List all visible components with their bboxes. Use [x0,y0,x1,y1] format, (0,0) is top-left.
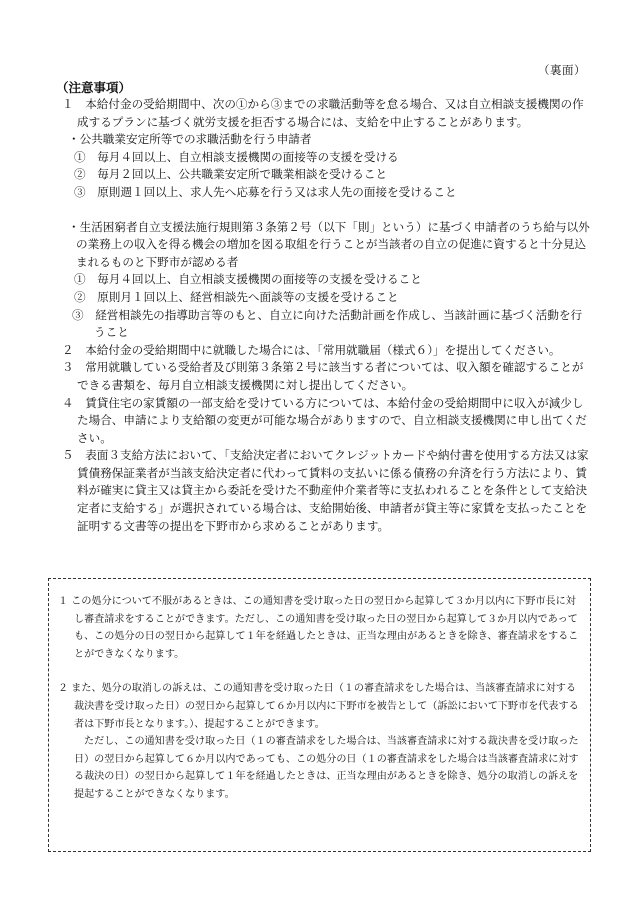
note-item-1: １ 本給付金の受給期間中、次の①から③までの求職活動等を怠る場合、又は自立相談支援機関の作成するプランに基づく就労支援を拒否する場合には、支給を中止することがあります。 [62,97,584,129]
note-item-5: ５ 表面３支給方法において、「支給決定者においてクレジットカードや納付書を使用する方法又は家賃債務保証業者が当該支給決定者に代わって賃料の支払いに係る債務の弁済を行う方法により、賃料が確実に貸主又は貸主から委託を受けた不動産仲介業者等に支払われることを条件として支給決定者に支給する」が選択されている場合は、支給開始後、申請者が貸主等に家賃を支払ったことを証明する文書等の提出を下野市から求めることがあります。 [62,448,589,533]
note-item-2: ２ 本給付金の受給期間中に就職した場合には、「常用就職届（様式６）」を提出してください。 [62,342,561,357]
note-item-1-category-a: ・公共職業安定所等での求職活動を行う申請者 [68,132,312,147]
spacer [58,663,582,680]
appeal-notice-2-proviso: ただし、この通知書を受け取った日（１の審査請求をした場合は、当該審査請求に対する裁決書を受け取った日）の翌日から起算して６か月以内であっても、この処分の日（１の審査請求をした場合は当該審査請求に対する裁決の日）の翌日から起算して１年を経過したときは、正当な理由があるときを除き、処分の取消しの訴えを提起することができなくなります。 [74,736,579,800]
appeal-notice-1: １ この処分について不服があるときは、この通知書を受け取った日の翌日から起算して３か月以内に下野市長に対し審査請求をすることができます。ただし、この通知書を受け取った日の翌日から起算して３か月以内であっても、この処分の日の翌日から起算して１年を経過したときは、正当な理由があるときを除き、審査請求をすることができなくなります。 [58,596,579,660]
note-item-1-b3: ③ 経営相談先の指導助言等のもと、自立に向けた活動計画を作成し、当該計画に基づく活動を行うこと [72,307,583,340]
note-item-1-a3: ③ 原則週１回以上、求人先へ応募を行う又は求人先の面接を受けること [74,184,457,199]
reverse-side-label: （裏面） [538,63,586,77]
note-item-1-b1: ① 毎月４回以上、自立相談支援機関の面接等の支援を受けること [74,272,422,287]
appeal-notice-box [48,578,591,852]
appeal-notice-2: ２ また、処分の取消しの訴えは、この通知書を受け取った日（１の審査請求をした場合は、当該審査請求に対する裁決書を受け取った日）の翌日から起算して６か月以内に下野市を被告として（訴訟において下野市を代表する者は下野市長となります。）、提起することができます。 [58,683,579,730]
note-item-1-category-b: ・生活困窮者自立支援法施行規則第３条第２号（以下「則」という）に基づく申請者のうち給与以外の業務上の収入を得る機会の増加を図る取組を行うことが当該者の自立の促進に資すると十分見込まれるものと下野市が認める者 [68,219,590,269]
notes-heading: （注意事項） [56,80,132,95]
spacer [62,202,590,219]
note-item-4: ４ 賃貸住宅の家賃額の一部支給を受けている方については、本給付金の受給期間中に収入が減少した場合、申請により支給額の変更が可能な場合がありますので、自立相談支援機関に申し出てください。 [62,395,587,445]
note-item-1-a2: ② 毎月２回以上、公共職業安定所で職業相談を受けること [74,167,388,182]
notes-list [62,96,590,535]
note-item-3: ３ 常用就職している受給者及び則第３条第２号に該当する者については、収入額を確認することができる書類を、毎月自立相談支援機関に対し提出してください。 [62,360,584,392]
note-item-1-a1: ① 毎月４回以上、自立相談支援機関の面接等の支援を受ける [74,149,399,164]
note-item-1-b2: ② 原則月１回以上、経営相談先へ面談等の支援を受けること [74,289,399,304]
